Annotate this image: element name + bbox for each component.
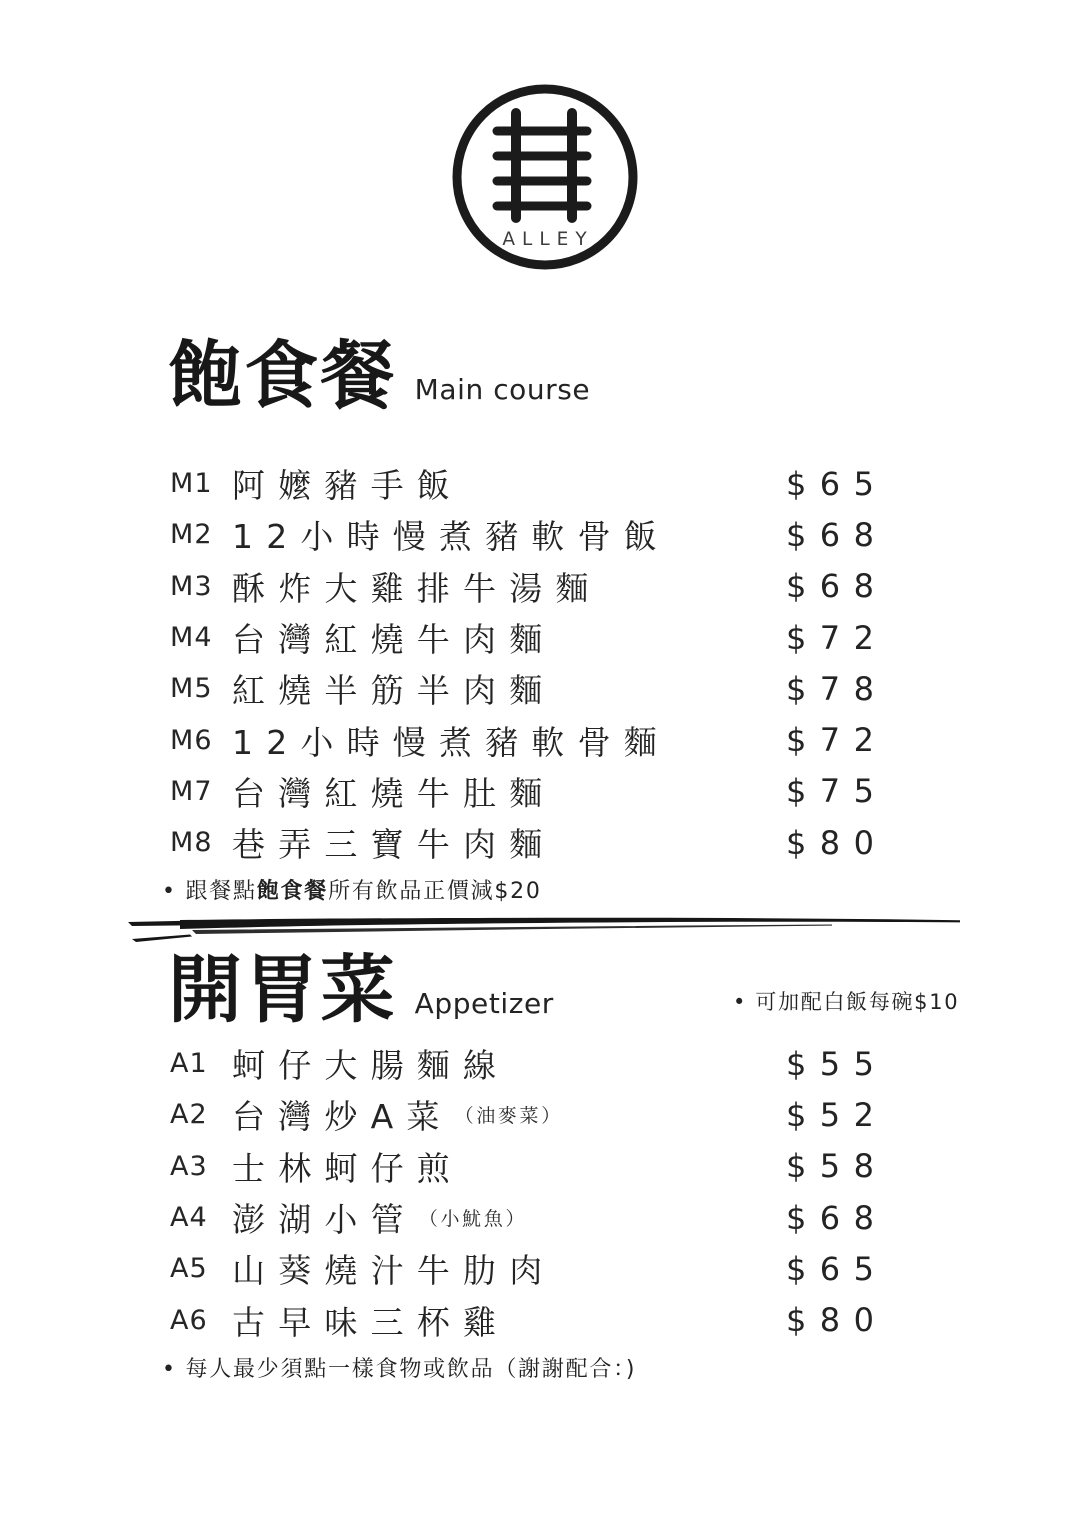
bottom-footnote: • 每人最少須點一樣食物或飲品（謝謝配合：) xyxy=(162,1357,637,1382)
main-course-footnote xyxy=(162,874,542,905)
section-title-en: Main course xyxy=(414,372,591,406)
item-code: A1 xyxy=(170,1048,208,1080)
main-course-list xyxy=(170,458,915,868)
alley-logo xyxy=(447,80,643,276)
item-name: 蚵仔大腸麵線 xyxy=(232,1046,510,1086)
item-price: $52 xyxy=(786,1095,888,1134)
item-price: $72 xyxy=(786,721,888,760)
item-price: $78 xyxy=(786,669,888,708)
item-price: $58 xyxy=(786,1147,888,1186)
menu-item-row xyxy=(170,509,915,560)
footnote-text: • 跟餐點 xyxy=(162,879,257,904)
footnote-text: 所有飲品正價減$20 xyxy=(328,879,542,904)
section-title-zh: 開胃菜 xyxy=(168,947,397,1033)
item-code: A2 xyxy=(170,1099,208,1131)
item-name-note: （油麥菜） xyxy=(454,1105,563,1128)
menu-item-row xyxy=(170,766,915,817)
item-price: $80 xyxy=(786,823,888,862)
menu-item-row xyxy=(170,612,915,663)
item-price: $68 xyxy=(786,567,888,606)
item-name: 台灣紅燒牛肚麵 xyxy=(232,773,556,813)
section-header-main-course xyxy=(168,333,591,419)
menu-item-row xyxy=(170,663,915,714)
item-code: A3 xyxy=(170,1150,208,1182)
item-price: $72 xyxy=(786,618,888,657)
section-header-appetizer xyxy=(168,947,554,1033)
item-price: $75 xyxy=(786,772,888,811)
menu-item-row xyxy=(170,714,915,765)
item-name: 古早味三杯雞 xyxy=(232,1302,510,1342)
footnote-bold-text: 飽食餐 xyxy=(256,879,329,904)
item-code: A6 xyxy=(170,1304,208,1336)
item-code: M7 xyxy=(170,775,213,807)
item-name: 澎湖小管 xyxy=(232,1200,417,1240)
menu-item-row xyxy=(170,1089,915,1140)
item-name-note: （小魷魚） xyxy=(418,1208,528,1231)
item-name: 阿嬤豬手飯 xyxy=(232,466,463,506)
item-name: 巷弄三寶牛肉麵 xyxy=(232,825,556,865)
item-code: M1 xyxy=(170,468,213,500)
section-title-en: Appetizer xyxy=(414,986,554,1020)
item-name: 12小時慢煮豬軟骨麵 xyxy=(232,722,670,762)
item-code: M6 xyxy=(170,724,213,756)
item-price: $68 xyxy=(786,515,888,554)
menu-item-row xyxy=(170,817,915,868)
menu-item-row xyxy=(170,1038,915,1089)
railway-ladder-icon xyxy=(447,80,643,276)
item-code: A5 xyxy=(170,1253,208,1285)
menu-item-row xyxy=(170,1294,915,1345)
item-name: 台灣炒A菜 xyxy=(232,1097,453,1137)
item-price: $65 xyxy=(786,1249,888,1288)
item-price: $80 xyxy=(786,1301,888,1340)
item-name: 台灣紅燒牛肉麵 xyxy=(232,620,556,660)
menu-item-row xyxy=(170,561,915,612)
item-price: $68 xyxy=(786,1198,888,1237)
section-title-zh: 飽食餐 xyxy=(168,333,397,419)
brush-divider xyxy=(126,912,962,946)
item-price: $65 xyxy=(786,464,888,503)
menu-item-row xyxy=(170,1192,915,1243)
appetizer-list xyxy=(170,1038,915,1346)
item-price: $55 xyxy=(786,1044,888,1083)
menu-item-row xyxy=(170,1243,915,1294)
menu-item-row xyxy=(170,458,915,509)
item-name: 酥炸大雞排牛湯麵 xyxy=(232,568,602,608)
item-name: 12小時慢煮豬軟骨飯 xyxy=(232,517,670,557)
menu-item-row xyxy=(170,1141,915,1192)
item-code: M2 xyxy=(170,519,213,551)
item-code: M4 xyxy=(170,622,213,654)
item-code: M3 xyxy=(170,570,213,602)
item-name: 紅燒半筋半肉麵 xyxy=(232,671,556,711)
item-name: 士林蚵仔煎 xyxy=(232,1148,463,1188)
item-code: M8 xyxy=(170,827,213,859)
appetizer-side-note: • 可加配白飯每碗$10 xyxy=(733,990,960,1014)
item-code: M5 xyxy=(170,673,213,705)
brand-text: ALLEY xyxy=(502,229,594,250)
item-name: 山葵燒汁牛肋肉 xyxy=(232,1251,556,1291)
item-code: A4 xyxy=(170,1202,208,1234)
